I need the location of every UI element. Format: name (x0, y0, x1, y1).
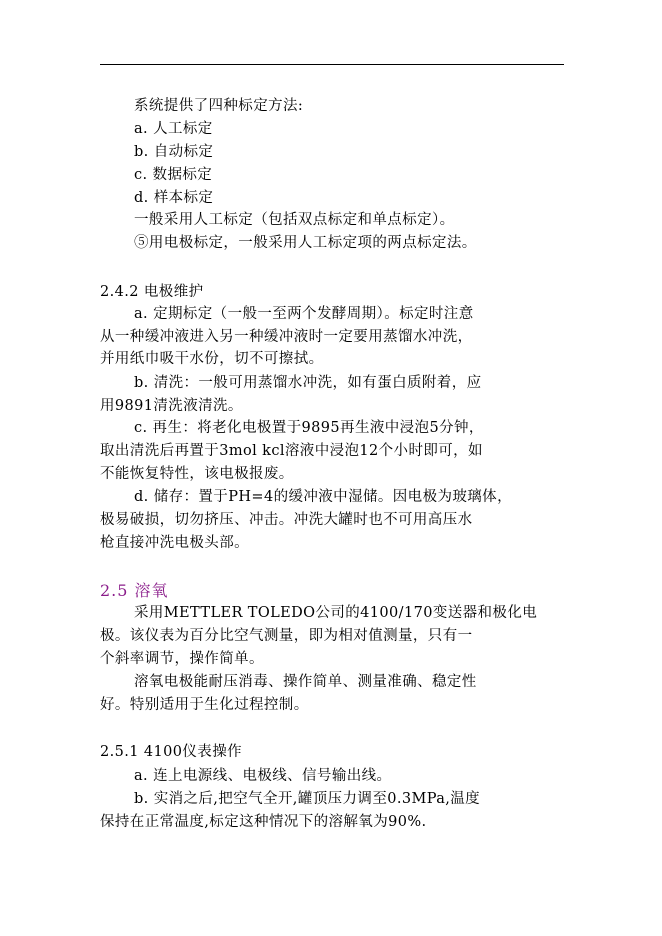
list-item-manual: a. 人工标定 (134, 121, 213, 137)
paragraph-line: 并用纸巾吸干水份，切不可擦拭。 (100, 351, 324, 367)
paragraph-line: 枪直接冲洗电极头部。 (100, 535, 249, 551)
paragraph-line: 采用METTLER TOLEDO公司的4100/170变送器和极化电 (134, 605, 538, 621)
paragraph-line: b. 实消之后,把空气全开,罐顶压力调至0.3MPa,温度 (134, 791, 481, 807)
paragraph-line: d. 储存：置于PH=4的缓冲液中湿储。因电极为玻璃体， (134, 489, 512, 505)
paragraph-line: 极。该仪表为百分比空气测量，即为相对值测量，只有一 (100, 628, 473, 644)
paragraph-line: 个斜率调节，操作简单。 (100, 651, 264, 667)
paragraph-line: 从一种缓冲液进入另一种缓冲液时一定要用蒸馏水冲洗， (100, 329, 473, 345)
paragraph-line: 极易破损，切勿挤压、冲击。冲洗大罐时也不可用高压水 (100, 512, 473, 528)
paragraph-line: 用9891清洗液清洗。 (100, 398, 243, 414)
section-heading-2-4-2: 2.4.2 电极维护 (100, 284, 204, 300)
intro-line: 系统提供了四种标定方法: (134, 98, 304, 114)
paragraph-line: a. 连上电源线、电极线、信号输出线。 (134, 768, 392, 784)
paragraph-line: 保持在正常温度,标定这种情况下的溶解氧为90%. (100, 814, 427, 830)
paragraph-line: 好。特别适用于生化过程控制。 (100, 697, 309, 713)
list-item-auto: b. 自动标定 (134, 144, 214, 160)
intro-line: ⑤用电极标定，一般采用人工标定项的两点标定法。 (134, 235, 477, 251)
section-heading-2-5-1: 2.5.1 4100仪表操作 (100, 744, 243, 760)
paragraph-line: 不能恢复特性，该电极报废。 (100, 466, 294, 482)
section-heading-2-5: 2.5 溶氧 (100, 581, 169, 600)
list-item-sample: d. 样本标定 (134, 190, 214, 206)
paragraph-line: 溶氧电极能耐压消毒、操作简单、测量准确、稳定性 (134, 674, 477, 690)
paragraph-line: b. 清洗：一般可用蒸馏水冲洗，如有蛋白质附着，应 (134, 375, 482, 391)
paragraph-line: 取出清洗后再置于3mol kcl溶液中浸泡12个小时即可，如 (100, 443, 483, 459)
paragraph-line: a. 定期标定（一般一至两个发酵周期）。标定时注意 (134, 306, 474, 322)
intro-line: 一般采用人工标定（包括双点标定和单点标定）。 (134, 212, 455, 228)
paragraph-line: c. 再生：将老化电极置于9895再生液中浸泡5分钟， (134, 420, 484, 436)
list-item-data: c. 数据标定 (134, 167, 213, 183)
header-rule (100, 64, 564, 65)
